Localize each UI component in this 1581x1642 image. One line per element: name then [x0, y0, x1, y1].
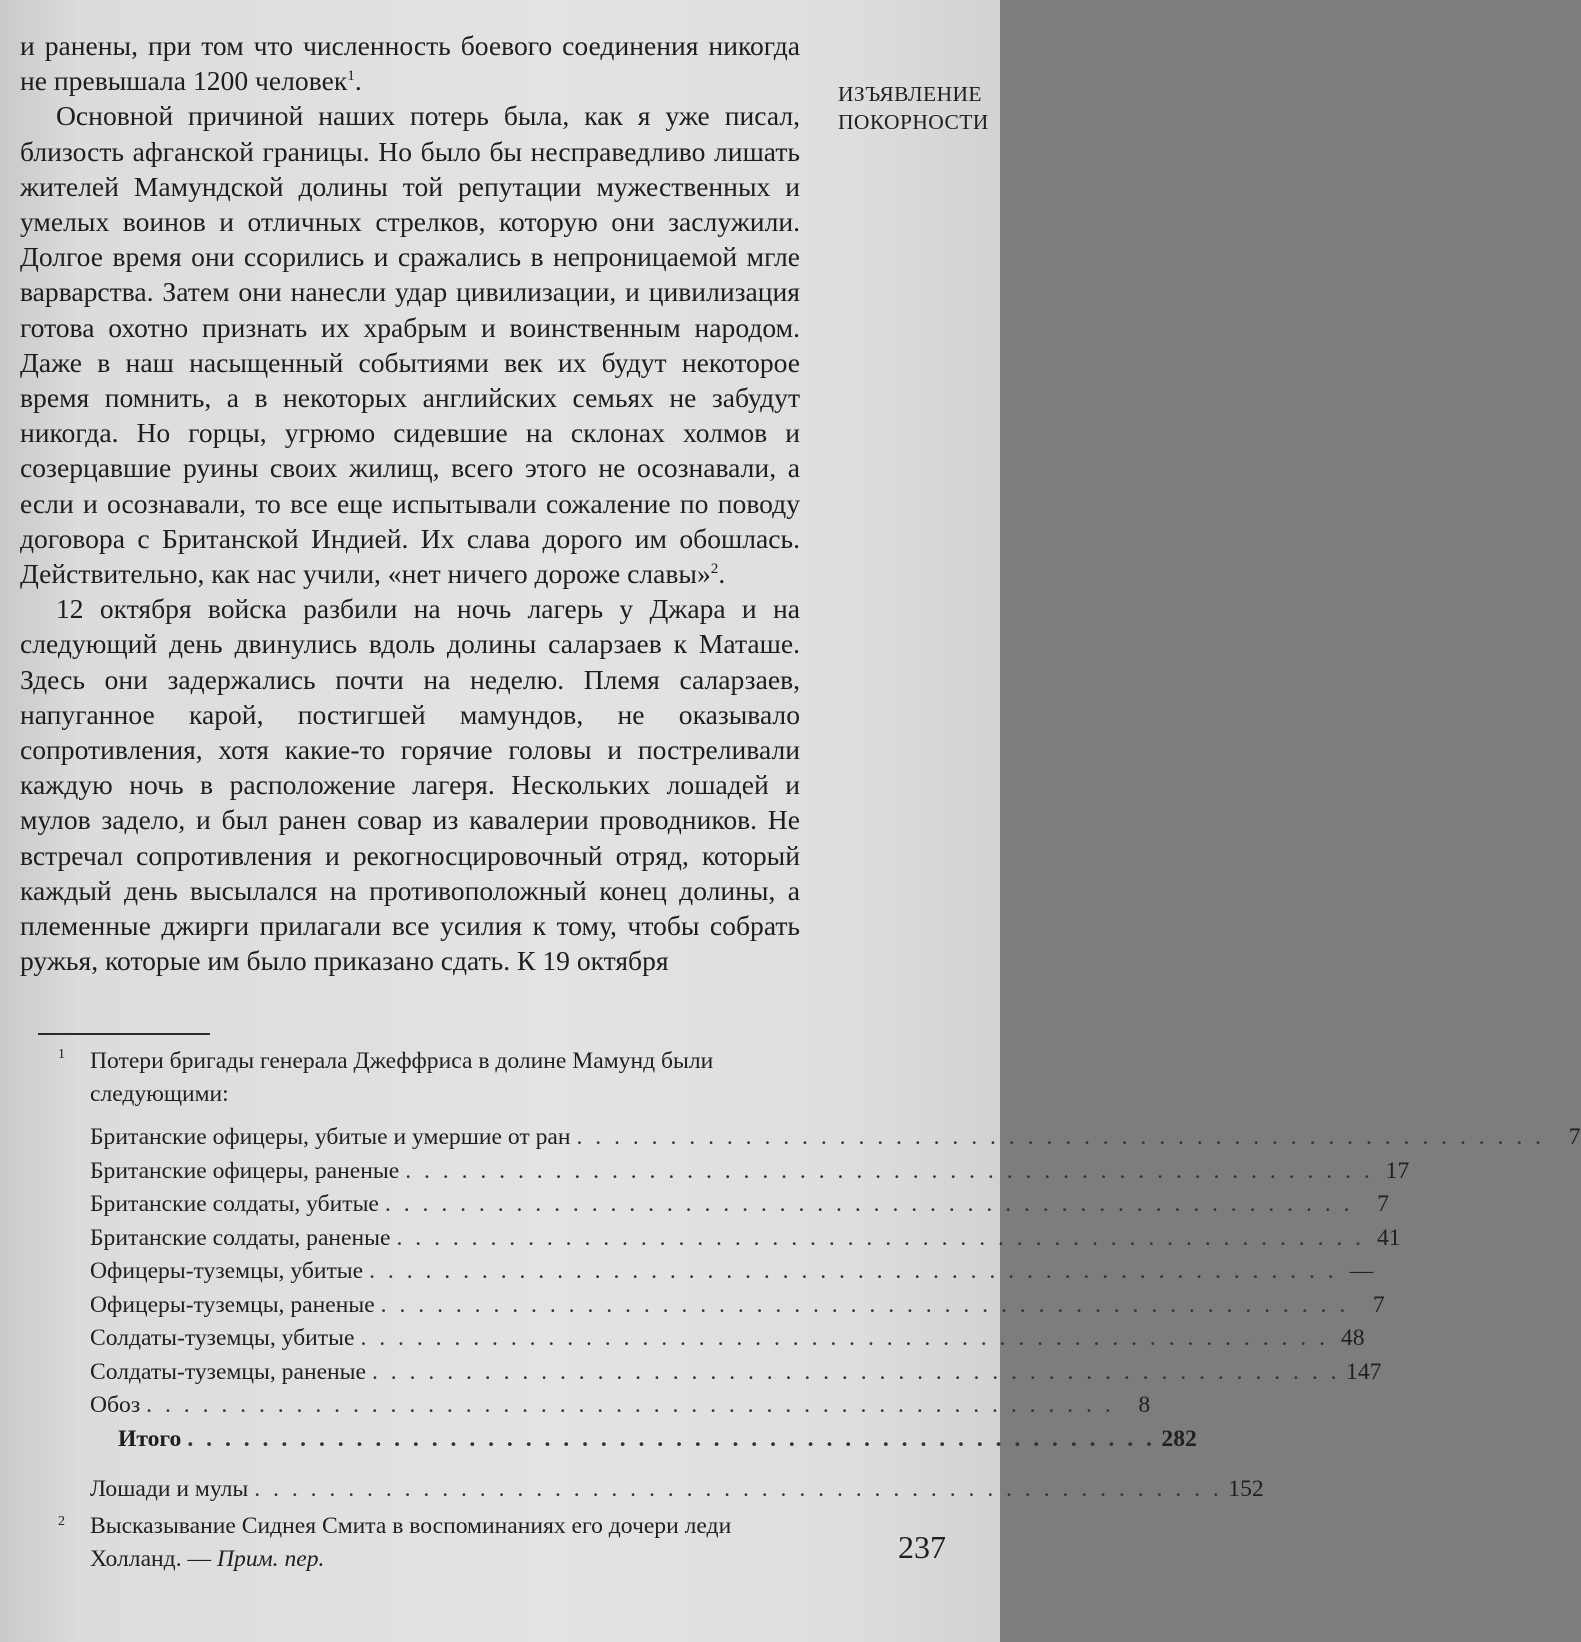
leader-dots: . . . . . . . . . . . . . . . . . . . . . . . . . . . . . . . . . . . . . . . . . . . . . . . . . . . . [254, 1475, 1223, 1502]
loss-label: Солдаты-туземцы, убитые [90, 1325, 355, 1351]
loss-value: 147 [1346, 1358, 1382, 1385]
paragraph-1 [20, 28, 800, 98]
leader-dots: . . . . . . . . . . . . . . . . . . . . . . . . . . . . . . . . . . . . . . . . . . . . . . . . . . . . [360, 1325, 1329, 1351]
paragraph-1-text: и ранены, при том что численность боевого соединения никогда не превышала 1200 человек [20, 30, 800, 97]
paragraph-2-text: Основной причиной наших потерь была, как я уже писал, близость афганской границы. Но было бы несправедливо лишать жителей Мамундской долины той репутации мужественных и умелых воинов и отличных стрелков, которую они заслужили. Долгое время они ссорились и сражались в непроницаемой мгле варварства. Затем они нанесли удар цивилизации, и цивилизация готова охотно признать их храбрым и воинственным народом. Даже в наш насыщенный событиями век их будут некоторое время помнить, а в некоторых английских семьях не забудут никогда. Но горцы, угрюмо сидевшие на склонах холмов и созерцавшие руины своих жилищ, всего этого не осознавали, а если и осознавали, то все еще испытывали сожаление по поводу договора с Британской Индией. Их слава дорого им обошлась. Действительно, как нас учили, «нет ничего дороже славы» [20, 100, 800, 590]
loss-row [90, 1155, 1410, 1189]
loss-row [90, 1222, 1401, 1256]
spacer [90, 1461, 798, 1473]
running-header-line-1: ИЗЪЯВЛЕНИЕ [838, 82, 982, 106]
paragraph-2-end: . [718, 558, 726, 590]
main-text [20, 28, 800, 978]
loss-total-value: 282 [1161, 1425, 1197, 1452]
footnote-2-body: Высказывание Сиднея Смита в воспоминаниях его дочери леди Холланд. — [90, 1513, 732, 1572]
loss-total-row [90, 1423, 1197, 1461]
loss-label: Британские солдаты, раненые [90, 1224, 391, 1251]
horses-label: Лошади и мулы [90, 1475, 249, 1502]
loss-total-label: Итого [118, 1425, 182, 1452]
loss-value: 8 [1138, 1392, 1151, 1418]
translator-note: Прим. пер. [216, 1546, 325, 1572]
paragraph-1-end: . [354, 65, 362, 97]
loss-label: Британские офицеры, убитые и умершие от ран [90, 1124, 571, 1150]
loss-row [90, 1356, 1382, 1390]
leader-dots: . . . . . . . . . . . . . . . . . . . . . . . . . . . . . . . . . . . . . . . . . . . . . . . . . . . . [396, 1224, 1365, 1251]
loss-row [90, 1322, 1365, 1356]
loss-value: 17 [1385, 1157, 1410, 1184]
loss-row [90, 1289, 1385, 1323]
loss-value: — [1349, 1258, 1374, 1284]
loss-value: 7 [1568, 1124, 1581, 1150]
leader-dots: . . . . . . . . . . . . . . . . . . . . . . . . . . . . . . . . . . . . . . . . . . . . . . . . . . . . [146, 1392, 1115, 1418]
footnote-2-text [90, 1510, 808, 1576]
leader-dots: . . . . . . . . . . . . . . . . . . . . . . . . . . . . . . . . . . . . . . . . . . . . . . . . . . . . [576, 1124, 1545, 1150]
horses-row [90, 1473, 1264, 1507]
leader-dots: . . . . . . . . . . . . . . . . . . . . . . . . . . . . . . . . . . . . . . . . . . . . . . . . . . . . [384, 1191, 1353, 1217]
loss-value: 7 [1372, 1291, 1385, 1318]
loss-label: Британские солдаты, убитые [90, 1191, 379, 1217]
loss-label: Офицеры-туземцы, убитые [90, 1258, 364, 1284]
footnote-rule [38, 1033, 210, 1035]
leader-dots: . . . . . . . . . . . . . . . . . . . . . . . . . . . . . . . . . . . . . . . . . . . . . . . . . . . . [405, 1157, 1374, 1184]
footnote-ref-1: 1 [347, 67, 355, 85]
loss-value: 41 [1376, 1224, 1401, 1251]
running-header [838, 80, 1008, 136]
leader-dots: . . . . . . . . . . . . . . . . . . . . . . . . . . . . . . . . . . . . . . . . . . . . . . . . . . . . [380, 1291, 1349, 1318]
leader-dots: . . . . . . . . . . . . . . . . . . . . . . . . . . . . . . . . . . . . . . . . . . . . . . . . . . . . [372, 1358, 1341, 1385]
loss-row [90, 1255, 1374, 1289]
running-header-line-2: ПОКОРНОСТИ [838, 110, 989, 134]
footnote-ref-2: 2 [710, 559, 719, 577]
footnote-2 [58, 1510, 808, 1576]
loss-label: Офицеры-туземцы, раненые [90, 1291, 375, 1318]
loss-label: Британские офицеры, раненые [90, 1157, 400, 1184]
loss-row [90, 1188, 1389, 1222]
footnote-2-number: 2 [58, 1514, 65, 1529]
footnote-1-number: 1 [58, 1047, 65, 1062]
paragraph-3: 12 октября войска разбили на ночь лагерь у Джара и на следующий день двинулись вдоль долины саларзаев к Маташе. Здесь они задержались почти на неделю. Племя саларзаев, напуганное карой, постигшей мамундов, не оказывало сопротивления, хотя какие-то горячие головы и постреливали каждую ночь в расположение лагеря. Нескольких лошадей и мулов задело, и был ранен совар из кавалерии проводников. Не встречал сопротивления и рекогносцировочный отряд, который каждый день высылался на противоположный конец долины, а племенные джирги прилагали все усилия к тому, чтобы собрать ружья, которые им было приказано сдать. К 19 октября [20, 593, 800, 977]
loss-value: 48 [1340, 1325, 1365, 1351]
losses-table [90, 1121, 1581, 1506]
paragraph-2 [20, 98, 800, 591]
loss-value: 7 [1377, 1191, 1389, 1217]
horses-value: 152 [1228, 1475, 1264, 1502]
loss-label: Обоз [90, 1392, 141, 1418]
page-number: 237 [898, 1529, 946, 1565]
leader-dots: . . . . . . . . . . . . . . . . . . . . . . . . . . . . . . . . . . . . . . . . . . . . . . . . . . . . [187, 1425, 1156, 1452]
footnote-1-text: Потери бригады генерала Джеффриса в долине Мамунд были следующими: [90, 1048, 714, 1107]
loss-row [90, 1389, 1151, 1423]
leader-dots: . . . . . . . . . . . . . . . . . . . . . . . . . . . . . . . . . . . . . . . . . . . . . . . . . . . . [369, 1258, 1338, 1284]
loss-row [90, 1121, 1581, 1155]
footnote-1 [58, 1045, 808, 1111]
loss-label: Солдаты-туземцы, раненые [90, 1358, 366, 1385]
